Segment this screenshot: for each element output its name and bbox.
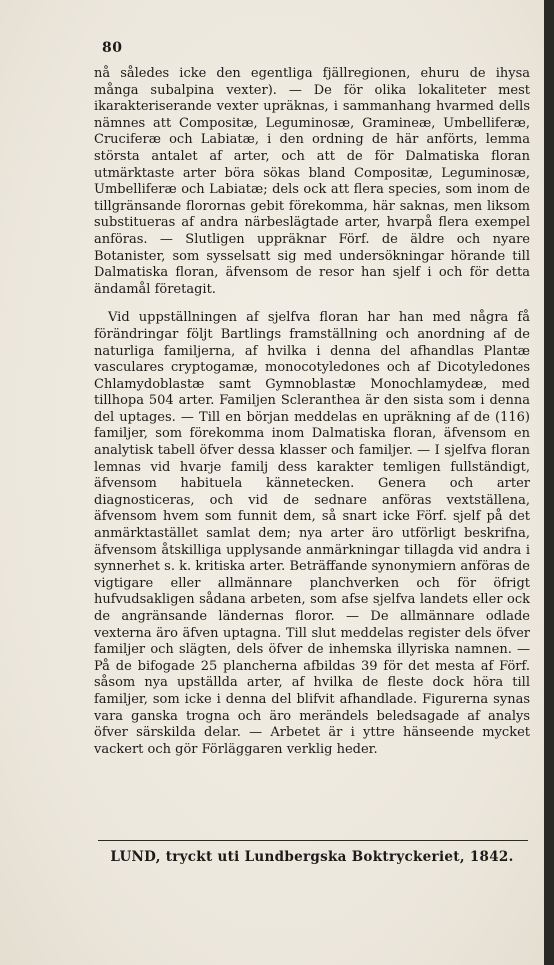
printer-imprint: LUND, tryckt uti Lundbergska Boktryckeriet, 1842. [110, 849, 514, 865]
paragraph-2: Vid uppställningen af sjelfva floran har han med några få förändringar följt Bartlings framställning och anordning af de naturliga familjerna, af hvilka i denna del afhandlas Plantæ vasculares cryptogamæ, monocotyledones och af Dicotyledones Chlamydoblastæ samt Gymnoblastæ Monochlamydeæ, med tillhopa 504 arter. Familjen Scleranthea är den sista som i denna del uptages. — Till en början meddelas en upräkning af de (116) familjer, som förekomma inom Dalmatiska floran, äfvensom en analytisk tabell öfver dessa klasser och familjer. — I sjelfva floran lemnas vid hvarje familj dess karakter temligen fullständigt, äfvensom habituela kännetecken. Genera och arter diagnosticeras, och vid de sednare anföras vextställena, äfvensom hvem som funnit dem, så snart icke Förf. sjelf på det anmärktastället samlat dem; nya arter äro utförligt beskrifna, äfvensom åtskilliga upplysande anmärkningar tillagda vid andra i synnerhet s. k. kritiska arter. Beträffande synonymiern anföras de vigtigare eller allmännare planchverken och för öfrigt hufvudsakligen sådana arbeten, som afse sjelfva landets eller ock de angränsande ländernas floror. — De allmännare odlade vexterna äro äfven uptagna. Till slut meddelas register dels öfver familjer och slägten, dels öfver de inhemska illyriska namnen. — På de bifogade 25 plancherna afbildas 39 för det mesta af Förf. såsom nya upställda arter, af hvilka de fleste dock höra till familjer, som icke i denna del blifvit afhandlade. Figurerna synas vara ganska trogna och äro merändels beledsagade af analys öfver särskilda delar. — Arbetet är i yttre hänseende mycket vackert och gör Förläggaren verklig heder. [94, 310, 530, 757]
footer-rule [98, 840, 528, 841]
page-edge-shadow [544, 0, 554, 965]
body-text [94, 66, 530, 758]
page-number: 80 [102, 40, 123, 56]
paragraph-1: nå således icke den egentliga fjällregionen, ehuru de ihysa många subalpina vexter). — De för olika lokaliteter mest ikarakteriserande vexter upräknas, i sammanhang hvarmed dells nämnes att Compositæ, Leguminosæ, Gramineæ, Umbelliferæ, Cruciferæ och Labiatæ, i den ordning de här anförts, lemma största antalet af arter, och att de för Dalmatiska floran utmärktaste arter böra sökas bland Compositæ, Leguminosæ, Umbelliferæ och Labiatæ; dels ock att flera species, som inom de tillgränsande florornas gebit förekomma, här saknas, men liksom substitueras af andra närbeslägtade arter, hvarpå flera exempel anföras. — Slutligen uppräknar Förf. de äldre och nyare Botanister, som sysselsatt sig med undersökningar hörande till Dalmatiska floran, äfvensom de resor han sjelf i och för detta ändamål företagit. [94, 66, 530, 297]
